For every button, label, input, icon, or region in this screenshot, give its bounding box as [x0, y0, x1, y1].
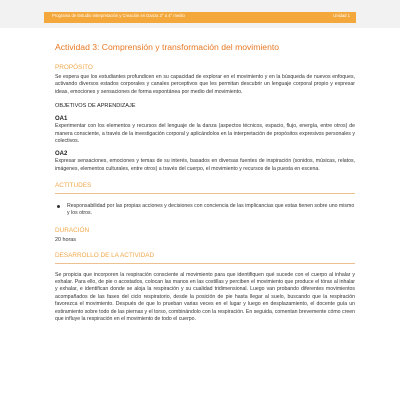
- objective-text: Experimentar con los elementos y recursos del lenguaje de la danza (aspectos técnicos, espacio, flujo, energía, entre otros) de manera consciente, a través de la investigación corporal y aplicándolos en la interpretación de propósitos expresivos personales y colectivos.: [55, 123, 355, 144]
- objective-text: Expresar sensaciones, emociones y temas de su interés, basados en diversas fuentes de inspiración (sonidos, músicas, relatos, imágenes, elementos culturales, entre otros) a través del cuerpo, el movimiento y recursos de la puesta en escena.: [55, 158, 355, 172]
- unit-label: Unidad 1: [333, 13, 350, 18]
- purpose-heading: PROPÓSITO: [55, 64, 93, 72]
- activity-title: Actividad 3: Comprensión y transformación del movimiento: [55, 42, 280, 52]
- duration-heading: DURACIÓN: [55, 227, 90, 235]
- section-divider: [55, 263, 355, 264]
- attitude-text: Responsabilidad por las propias acciones y decisiones con conciencia de las implicancias que estas tienen sobre uno mismo y los otros.: [67, 202, 355, 217]
- objectives-heading: OBJETIVOS DE APRENDIZAJE: [55, 103, 136, 110]
- page-header: [0, 0, 400, 28]
- development-text: Se propicia que incorporen la respiración consciente al movimiento para que identifiquen qué sucede con el cuerpo al inhalar y exhalar. Para ello, de pie o acostados, colocan las manos en las costillas y perciben el movimiento que produce el tórax al inhalar y exhalar, e identifican donde se aloja la respiración y su cualidad tridimensional. Luego van probando diferentes movimientos acompañados de las fases del ciclo respiratorio, desde la posición de pie hasta llegar al suelo, buscando que la respiración favorezca el movimiento. Después de que lo prueban varias veces en el lugar y luego en desplazamiento, el docente guía un estiramiento sobre todo de las piernas y el torso, combinándolo con la respiración. En seguida, comentan brevemente cómo creen que influye la respiración en el movimiento de todo el cuerpo.: [55, 271, 355, 322]
- bullet-icon: [57, 205, 60, 208]
- duration-value: 20 horas: [55, 236, 76, 243]
- objective-code: OA1: [55, 116, 68, 123]
- development-heading: DESARROLLO DE LA ACTIVIDAD: [55, 251, 155, 259]
- attitudes-heading: ACTITUDES: [55, 182, 92, 189]
- purpose-text: Se espera que los estudiantes profundicen en su capacidad de explorar en el movimiento y en la búsqueda de nuevos enfoques, activando diversos estados corporales y canales perceptivos que les permitan descubrir un lenguaje corporal propio y expresar ideas, emociones y sensaciones de forma espontánea por medio del movimiento.: [55, 74, 355, 95]
- document-body: [55, 42, 355, 323]
- attitude-item: [55, 203, 355, 219]
- section-divider: [55, 193, 355, 194]
- program-title: Programa de Estudio Interpretación y Creación en Danza 3° a 4° medio: [52, 13, 185, 18]
- objective-code: OA2: [55, 151, 68, 158]
